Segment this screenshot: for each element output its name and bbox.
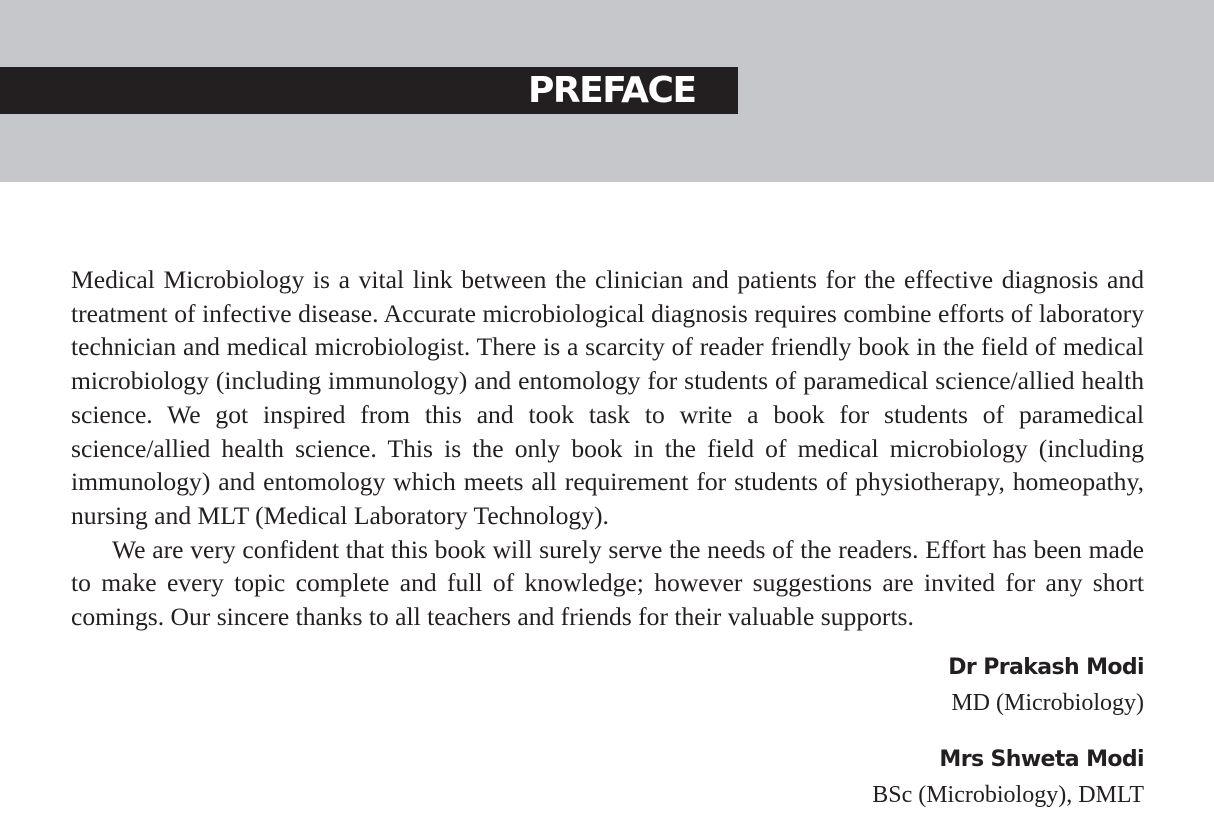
preface-body — [71, 263, 1144, 634]
page-title: PREFACE — [528, 70, 696, 111]
author-name: Dr Prakash Modi — [948, 655, 1144, 680]
preface-paragraph: Medical Microbiology is a vital link between the clinician and patients for the effective diagnosis and treatment of infective disease. Accurate microbiological diagnosis requires combine efforts of laboratory technician and medical microbiologist. There is a scarcity of reader friendly book in the field of medical microbiology (including immunology) and entomology for students of paramedical science/​allied health science. We got inspired from this and took task to write a book for students of paramedical science/allied health science. This is the only book in the field of medical microbiology (including immunology) and entomology which meets all requirement for students of physiotherapy, homeopathy, nursing and MLT (Medical Laboratory Technology). — [71, 265, 1144, 530]
author-name: Mrs Shweta Modi — [939, 747, 1144, 772]
author-qualification: MD (Microbiology) — [951, 690, 1144, 716]
author-qualification: BSc (Microbiology), DMLT — [872, 782, 1144, 808]
preface-paragraph: We are very confident that this book will surely serve the needs of the readers. Effort has been made to make every topic complete and full of knowledge; however suggestions are invited for any short comings. Our sincere thanks to all teachers and friends for their valuable supports. — [71, 534, 1144, 632]
